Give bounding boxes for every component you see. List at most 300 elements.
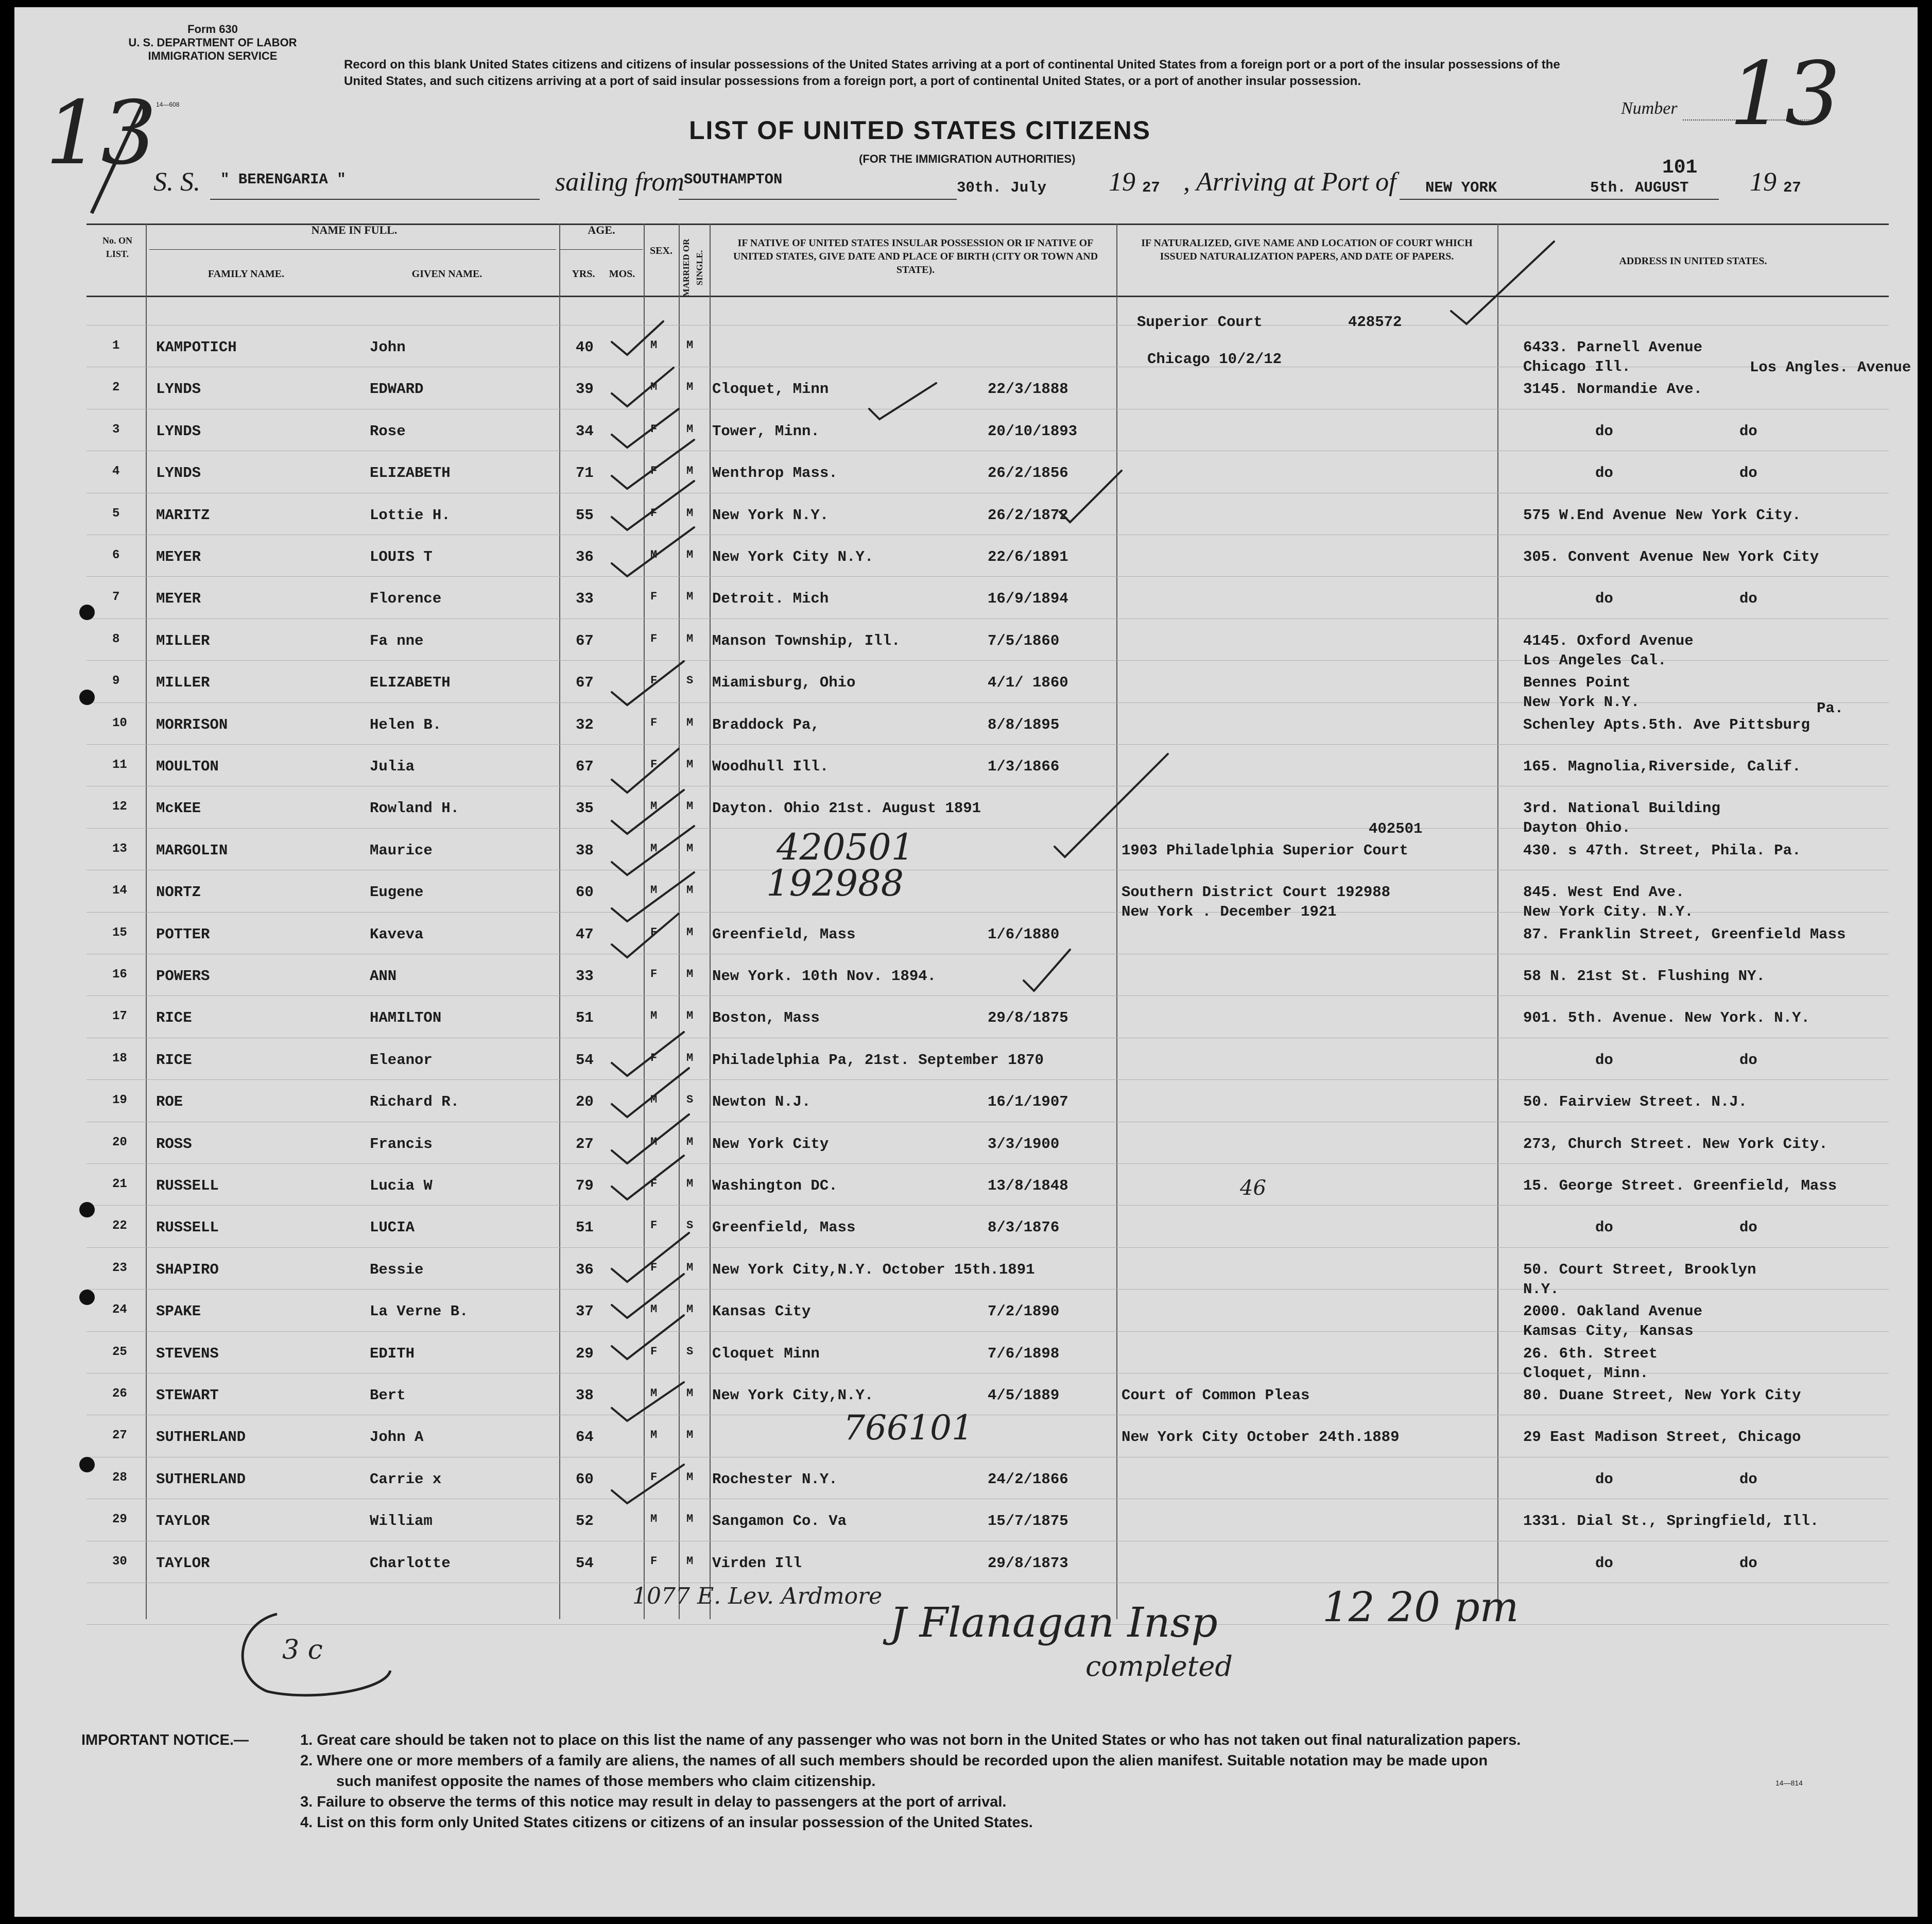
- age-cell: 34: [576, 423, 594, 440]
- age-cell: 32: [576, 716, 594, 733]
- family-name-cell: SUTHERLAND: [156, 1471, 246, 1488]
- age-cell: 35: [576, 800, 594, 817]
- given-name-cell: La Verne B.: [370, 1303, 469, 1320]
- given-name-cell: EDWARD: [370, 381, 424, 398]
- birth-date-cell: 13/8/1848: [988, 1177, 1068, 1194]
- notice-item-3: 3. Failure to observe the terms of this notice may result in delay to passengers at the port of arrival.: [300, 1794, 1007, 1810]
- punch-hole: [79, 605, 95, 620]
- address-line-1-cell: 575 W.End Avenue New York City.: [1523, 507, 1801, 524]
- birth-place-cell: Cloquet, Minn: [712, 381, 829, 398]
- birth-date-cell: 7/2/1890: [988, 1303, 1060, 1320]
- birth-date-cell: 22/3/1888: [988, 381, 1068, 398]
- address-line-2-cell: Kamsas City, Kansas: [1523, 1322, 1694, 1339]
- row-number: 21: [112, 1177, 127, 1191]
- age-cell: 33: [576, 968, 594, 985]
- court-entry-row-1b: Chicago 10/2/12: [1147, 351, 1282, 368]
- age-cell: 55: [576, 507, 594, 524]
- marital-status-cell: M: [686, 968, 694, 981]
- row-number: 29: [112, 1513, 127, 1526]
- header-age: AGE.: [588, 224, 615, 236]
- court-cell: Southern District Court 192988: [1122, 884, 1391, 901]
- birth-place-cell: Philadelphia Pa, 21st. September 1870: [712, 1052, 1044, 1069]
- row-number: 18: [112, 1052, 127, 1066]
- departure-year: 27: [1142, 179, 1160, 196]
- document-subtitle: (FOR THE IMMIGRATION AUTHORITIES): [859, 152, 1076, 165]
- birth-date-cell: 1/6/1880: [988, 926, 1060, 943]
- address-line-1-cell: 1331. Dial St., Springfield, Ill.: [1523, 1513, 1819, 1530]
- marital-status-cell: M: [686, 1303, 694, 1316]
- sex-cell: M: [650, 1303, 658, 1316]
- address-line-1-cell: 273, Church Street. New York City.: [1523, 1136, 1828, 1153]
- sex-cell: F: [650, 1345, 658, 1358]
- age-cell: 51: [576, 1219, 594, 1236]
- birth-place-cell: Washington DC.: [712, 1177, 838, 1194]
- family-name-cell: MORRISON: [156, 716, 228, 733]
- marital-status-cell: M: [686, 423, 694, 436]
- birth-place-cell: Dayton. Ohio 21st. August 1891: [712, 800, 981, 817]
- marital-status-cell: S: [686, 1345, 694, 1358]
- age-cell: 60: [576, 1471, 594, 1488]
- row-number: 17: [112, 1009, 127, 1023]
- row-number: 30: [112, 1555, 127, 1569]
- marital-status-cell: M: [686, 758, 694, 771]
- family-name-cell: MEYER: [156, 590, 201, 607]
- row-number: 23: [112, 1261, 127, 1275]
- address-line-1-cell: 3rd. National Building: [1523, 800, 1720, 817]
- birth-date-cell: 16/9/1894: [988, 590, 1068, 607]
- age-cell: 51: [576, 1009, 594, 1026]
- row-number: 7: [112, 590, 120, 604]
- family-name-cell: SHAPIRO: [156, 1261, 219, 1278]
- address-line-1-cell: 29 East Madison Street, Chicago: [1523, 1429, 1801, 1446]
- address-line-2-cell: New York City. N.Y.: [1523, 903, 1694, 920]
- sex-cell: F: [650, 507, 658, 520]
- handwritten-count: 3 c: [282, 1635, 323, 1665]
- handwritten-number-192988: 192988: [766, 862, 904, 904]
- family-name-cell: POTTER: [156, 926, 210, 943]
- birth-date-cell: 24/2/1866: [988, 1471, 1068, 1488]
- birth-date-cell: 20/10/1893: [988, 423, 1078, 440]
- row-number: 1: [112, 339, 120, 353]
- row-number: 11: [112, 758, 127, 772]
- address-line-1-cell: do: [1595, 1555, 1613, 1572]
- handwritten-address-note: 1077 E. Lev. Ardmore: [632, 1583, 883, 1609]
- court-number-row-13: 402501: [1369, 820, 1423, 837]
- header-given-name: GIVEN NAME.: [411, 268, 482, 280]
- birth-place-cell: Greenfield, Mass: [712, 1219, 856, 1236]
- address-line-2-cell: do: [1739, 1052, 1757, 1069]
- header-years: YRS.: [572, 268, 595, 280]
- family-name-cell: LYNDS: [156, 381, 201, 398]
- marital-status-cell: M: [686, 1555, 694, 1568]
- sex-cell: M: [650, 1513, 658, 1525]
- birth-place-cell: Woodhull Ill.: [712, 758, 829, 775]
- family-name-cell: POWERS: [156, 968, 210, 985]
- age-cell: 54: [576, 1052, 594, 1069]
- age-cell: 54: [576, 1555, 594, 1572]
- family-name-cell: TAYLOR: [156, 1513, 210, 1530]
- birth-date-cell: 26/2/1872: [988, 507, 1068, 524]
- family-name-cell: STEVENS: [156, 1345, 219, 1362]
- family-name-cell: MEYER: [156, 548, 201, 565]
- list-sequence: 101: [1662, 157, 1698, 179]
- marital-status-cell: M: [686, 465, 694, 477]
- address-line-1-cell: 305. Convent Avenue New York City: [1523, 548, 1819, 565]
- tick-marks-overlay: [14, 7, 1918, 1707]
- given-name-cell: Bert: [370, 1387, 406, 1404]
- given-name-cell: Bessie: [370, 1261, 424, 1278]
- marital-status-cell: M: [686, 884, 694, 897]
- family-name-cell: MOULTON: [156, 758, 219, 775]
- row-number: 14: [112, 884, 127, 898]
- punch-hole: [79, 690, 95, 705]
- family-name-cell: SPAKE: [156, 1303, 201, 1320]
- print-code: 14—814: [1775, 1779, 1803, 1787]
- address-line-1-cell: 80. Duane Street, New York City: [1523, 1387, 1801, 1404]
- sex-cell: M: [650, 548, 658, 561]
- birth-date-cell: 3/3/1900: [988, 1136, 1060, 1153]
- marital-status-cell: M: [686, 1052, 694, 1064]
- service: IMMIGRATION SERVICE: [148, 49, 278, 62]
- age-cell: 36: [576, 548, 594, 565]
- print-code-top: 14—608: [156, 101, 180, 108]
- address-line-2-cell: do: [1739, 1555, 1757, 1572]
- sex-cell: M: [650, 1009, 658, 1022]
- given-name-cell: Julia: [370, 758, 415, 775]
- given-name-cell: Rose: [370, 423, 406, 440]
- birth-date-cell: 4/1/ 1860: [988, 674, 1068, 691]
- address-line-1-cell: 87. Franklin Street, Greenfield Mass: [1523, 926, 1846, 943]
- form-number: Form 630: [187, 23, 238, 36]
- address-line-2-cell: Chicago Ill.: [1523, 358, 1631, 375]
- address-line-1-cell: 2000. Oakland Avenue: [1523, 1303, 1703, 1320]
- sex-cell: M: [650, 381, 658, 393]
- sex-cell: F: [650, 1052, 658, 1064]
- court-cell: 1903 Philadelphia Superior Court: [1122, 842, 1408, 859]
- sex-cell: M: [650, 884, 658, 897]
- family-name-cell: MARITZ: [156, 507, 210, 524]
- birth-place-cell: Kansas City: [712, 1303, 811, 1320]
- birth-place-cell: New York N.Y.: [712, 507, 829, 524]
- address-line-2-cell: N.Y.: [1523, 1281, 1559, 1298]
- document-title: LIST OF UNITED STATES CITIZENS: [689, 116, 1151, 145]
- arrival-year: 27: [1783, 179, 1801, 196]
- birth-place-cell: Boston, Mass: [712, 1009, 820, 1026]
- given-name-cell: ELIZABETH: [370, 465, 451, 482]
- address-line-2-cell: Cloquet, Minn.: [1523, 1365, 1649, 1382]
- address-line-1-cell: do: [1595, 465, 1613, 482]
- address-line-1-cell: do: [1595, 1219, 1613, 1236]
- handwritten-number-766101: 766101: [843, 1408, 973, 1448]
- row-number: 6: [112, 548, 120, 562]
- court-cell: Court of Common Pleas: [1122, 1387, 1310, 1404]
- arrival-port: NEW YORK: [1425, 179, 1497, 196]
- sex-cell: M: [650, 1136, 658, 1148]
- birth-place-cell: New York City,N.Y.: [712, 1387, 874, 1404]
- family-name-cell: RICE: [156, 1052, 192, 1069]
- marital-status-cell: M: [686, 800, 694, 813]
- birth-date-cell: 16/1/1907: [988, 1093, 1068, 1110]
- row-number: 2: [112, 381, 120, 394]
- address-line-2-cell: Los Angles. Avenue: [1750, 359, 1911, 376]
- family-name-cell: RICE: [156, 1009, 192, 1026]
- age-cell: 29: [576, 1345, 594, 1362]
- birth-place-cell: Newton N.J.: [712, 1093, 811, 1110]
- header-months: MOS.: [609, 268, 635, 280]
- age-cell: 64: [576, 1429, 594, 1446]
- departure-date: 30th. July: [957, 179, 1047, 196]
- punch-hole: [79, 1202, 95, 1217]
- header-married-single: MARRIED OR SINGLE.: [681, 238, 704, 297]
- birth-place-cell: Greenfield, Mass: [712, 926, 856, 943]
- marital-status-cell: M: [686, 1429, 694, 1441]
- marital-status-cell: M: [686, 1009, 694, 1022]
- department: U. S. DEPARTMENT OF LABOR: [128, 36, 297, 49]
- address-line-1-cell: 4145. Oxford Avenue: [1523, 632, 1694, 649]
- address-line-1-cell: 6433. Parnell Avenue: [1523, 339, 1703, 356]
- row-number: 16: [112, 968, 127, 982]
- row-number: 3: [112, 423, 120, 437]
- address-line-1-cell: 430. s 47th. Street, Phila. Pa.: [1523, 842, 1801, 859]
- header-no-on-list: No. ON LIST.: [102, 235, 132, 259]
- family-name-cell: SUTHERLAND: [156, 1429, 246, 1446]
- address-line-1-cell: do: [1595, 1052, 1613, 1069]
- age-cell: 40: [576, 339, 594, 356]
- birth-place-cell: Sangamon Co. Va: [712, 1513, 847, 1530]
- sex-cell: F: [650, 674, 658, 687]
- birth-date-cell: 8/3/1876: [988, 1219, 1060, 1236]
- age-cell: 67: [576, 674, 594, 691]
- address-line-1-cell: 50. Fairview Street. N.J.: [1523, 1093, 1748, 1110]
- marital-status-cell: M: [686, 842, 694, 855]
- handwritten-time: 12 20 pm: [1322, 1583, 1519, 1631]
- arrival-year-prefix: 19: [1750, 167, 1776, 197]
- departure-year-prefix: 19: [1109, 167, 1135, 197]
- given-name-cell: Kaveva: [370, 926, 424, 943]
- marital-status-cell: M: [686, 590, 694, 603]
- row-number: 24: [112, 1303, 127, 1317]
- sex-cell: M: [650, 800, 658, 813]
- given-name-cell: Lucia W: [370, 1177, 433, 1194]
- birth-date-cell: 7/6/1898: [988, 1345, 1060, 1362]
- sex-cell: F: [650, 716, 658, 729]
- number-label: Number: [1621, 99, 1678, 118]
- notice-item-4: 4. List on this form only United States citizens or citizens of an insular possession of the United States.: [300, 1814, 1033, 1831]
- sex-cell: M: [650, 1387, 658, 1400]
- given-name-cell: John A: [370, 1429, 424, 1446]
- address-line-1-cell: 58 N. 21st St. Flushing NY.: [1523, 968, 1765, 985]
- given-name-cell: Eleanor: [370, 1052, 433, 1069]
- family-name-cell: LYNDS: [156, 465, 201, 482]
- family-name-cell: ROSS: [156, 1136, 192, 1153]
- handwritten-page-number-left: 13: [45, 82, 157, 184]
- address-line-1-cell: 165. Magnolia,Riverside, Calif.: [1523, 758, 1801, 775]
- row-number: 19: [112, 1093, 127, 1107]
- row-number: 13: [112, 842, 127, 856]
- handwritten-completed: completed: [1085, 1650, 1233, 1682]
- header-naturalization: IF NATURALIZED, GIVE NAME AND LOCATION OF COURT WHICH ISSUED NATURALIZATION PAPERS, AND DATE OF PAPERS.: [1141, 237, 1473, 262]
- address-line-2-cell: Los Angeles Cal.: [1523, 652, 1667, 669]
- marital-status-cell: M: [686, 548, 694, 561]
- birth-date-cell: 15/7/1875: [988, 1513, 1068, 1530]
- age-cell: 71: [576, 465, 594, 482]
- address-line-1-cell: 901. 5th. Avenue. New York. N.Y.: [1523, 1009, 1810, 1026]
- given-name-cell: John: [370, 339, 406, 356]
- birth-date-cell: 29/8/1873: [988, 1555, 1068, 1572]
- marital-status-cell: M: [686, 1513, 694, 1525]
- handwritten-signature: J Flanagan Insp: [890, 1599, 1218, 1646]
- address-line-2-cell: do: [1739, 423, 1757, 440]
- row-number: 15: [112, 926, 127, 940]
- notice-item-2-cont: such manifest opposite the names of those members who claim citizenship.: [336, 1773, 876, 1790]
- age-cell: 60: [576, 884, 594, 901]
- marital-status-cell: M: [686, 339, 694, 352]
- family-name-cell: NORTZ: [156, 884, 201, 901]
- address-line-1-cell: do: [1595, 423, 1613, 440]
- given-name-cell: Charlotte: [370, 1555, 451, 1572]
- notice-label: IMPORTANT NOTICE.—: [81, 1732, 249, 1748]
- departure-port: SOUTHAMPTON: [684, 171, 783, 188]
- birth-date-cell: 29/8/1875: [988, 1009, 1068, 1026]
- row-number: 20: [112, 1136, 127, 1149]
- header-sex: SEX.: [650, 245, 672, 256]
- sex-cell: F: [650, 926, 658, 939]
- given-name-cell: Florence: [370, 590, 442, 607]
- family-name-cell: MILLER: [156, 632, 210, 649]
- birth-place-cell: Cloquet Minn: [712, 1345, 820, 1362]
- row-number: 4: [112, 465, 120, 478]
- row-number: 10: [112, 716, 127, 730]
- manifest-page: [14, 7, 1918, 1917]
- given-name-cell: LUCIA: [370, 1219, 415, 1236]
- birth-place-cell: New York City: [712, 1136, 829, 1153]
- sex-cell: F: [650, 1471, 658, 1484]
- sex-cell: F: [650, 465, 658, 477]
- birth-place-cell: Manson Township, Ill.: [712, 632, 901, 649]
- marital-status-cell: S: [686, 1219, 694, 1232]
- row-number: 12: [112, 800, 127, 814]
- header-family-name: FAMILY NAME.: [208, 268, 285, 280]
- birth-place-cell: Tower, Minn.: [712, 423, 820, 440]
- given-name-cell: Carrie x: [370, 1471, 442, 1488]
- notice-item-1: 1. Great care should be taken not to place on this list the name of any passenger who was not born in the United States or who has not taken out final naturalization papers.: [300, 1732, 1521, 1748]
- marital-status-cell: M: [686, 632, 694, 645]
- row-number: 28: [112, 1471, 127, 1485]
- age-cell: 39: [576, 381, 594, 398]
- marital-status-cell: S: [686, 1093, 694, 1106]
- age-cell: 38: [576, 1387, 594, 1404]
- family-name-cell: ROE: [156, 1093, 183, 1110]
- header-address: ADDRESS IN UNITED STATES.: [1619, 255, 1767, 267]
- birth-date-cell: 22/6/1891: [988, 548, 1068, 565]
- family-name-cell: KAMPOTICH: [156, 339, 237, 356]
- age-cell: 79: [576, 1177, 594, 1194]
- age-cell: 47: [576, 926, 594, 943]
- sex-cell: M: [650, 1093, 658, 1106]
- family-name-cell: TAYLOR: [156, 1555, 210, 1572]
- marital-status-cell: M: [686, 716, 694, 729]
- court-cell: New York City October 24th.1889: [1122, 1429, 1400, 1446]
- record-instructions: Record on this blank United States citizens and citizens of insular possessions of the United States arriving at a port of continental United States from a foreign port or a port of the insular possessions of the United States, and such citizens arriving at a port of said insular possessions from a foreign port, a port of continental United States, or a port of another insular possession.: [344, 58, 1560, 88]
- address-line-2-cell: Pa.: [1817, 700, 1844, 717]
- row-number: 22: [112, 1219, 127, 1233]
- age-cell: 33: [576, 590, 594, 607]
- marital-status-cell: S: [686, 674, 694, 687]
- marital-status-cell: M: [686, 1471, 694, 1484]
- family-name-cell: LYNDS: [156, 423, 201, 440]
- address-line-1-cell: 26. 6th. Street: [1523, 1345, 1658, 1362]
- sex-cell: M: [650, 339, 658, 352]
- sex-cell: F: [650, 758, 658, 771]
- given-name-cell: LOUIS T: [370, 548, 433, 565]
- family-name-cell: RUSSELL: [156, 1219, 219, 1236]
- address-line-2-cell: do: [1739, 1471, 1757, 1488]
- sex-cell: F: [650, 423, 658, 436]
- ss-label: S. S.: [153, 167, 200, 197]
- sex-cell: M: [650, 842, 658, 855]
- court-line-row-14: New York . December 1921: [1122, 903, 1337, 920]
- birth-place-cell: Virden Ill: [712, 1555, 802, 1572]
- row-number: 27: [112, 1429, 127, 1442]
- header-name-in-full: NAME IN FULL.: [311, 224, 398, 236]
- sex-cell: F: [650, 632, 658, 645]
- sex-cell: F: [650, 1219, 658, 1232]
- address-line-2-cell: do: [1739, 465, 1757, 482]
- address-line-1-cell: Schenley Apts.5th. Ave Pittsburg: [1523, 716, 1810, 733]
- given-name-cell: William: [370, 1513, 433, 1530]
- age-cell: 20: [576, 1093, 594, 1110]
- given-name-cell: Fa nne: [370, 632, 424, 649]
- given-name-cell: Lottie H.: [370, 507, 451, 524]
- marital-status-cell: M: [686, 507, 694, 520]
- age-cell: 37: [576, 1303, 594, 1320]
- birth-place-cell: Miamisburg, Ohio: [712, 674, 856, 691]
- address-line-1-cell: do: [1595, 590, 1613, 607]
- birth-place-cell: New York City,N.Y. October 15th.1891: [712, 1261, 1035, 1278]
- age-cell: 67: [576, 632, 594, 649]
- age-cell: 67: [576, 758, 594, 775]
- birth-date-cell: 26/2/1856: [988, 465, 1068, 482]
- row-number: 5: [112, 507, 120, 521]
- birth-place-cell: Detroit. Mich: [712, 590, 829, 607]
- given-name-cell: Helen B.: [370, 716, 442, 733]
- birth-date-cell: 1/3/1866: [988, 758, 1060, 775]
- address-line-1-cell: 50. Court Street, Brooklyn: [1523, 1261, 1756, 1278]
- address-line-1-cell: do: [1595, 1471, 1613, 1488]
- marital-status-cell: M: [686, 1261, 694, 1274]
- marital-status-cell: M: [686, 1387, 694, 1400]
- sex-cell: F: [650, 1261, 658, 1274]
- age-cell: 27: [576, 1136, 594, 1153]
- row-number: 25: [112, 1345, 127, 1359]
- birth-place-cell: Wenthrop Mass.: [712, 465, 838, 482]
- notice-items: [300, 1730, 1845, 1833]
- sex-cell: F: [650, 590, 658, 603]
- given-name-cell: EDITH: [370, 1345, 415, 1362]
- row-number: 9: [112, 674, 120, 688]
- row-number: 26: [112, 1387, 127, 1401]
- punch-hole: [79, 1290, 95, 1305]
- birth-place-cell: New York. 10th Nov. 1894.: [712, 968, 937, 985]
- age-cell: 38: [576, 842, 594, 859]
- birth-date-cell: 7/5/1860: [988, 632, 1060, 649]
- family-name-cell: STEWART: [156, 1387, 219, 1404]
- age-cell: 36: [576, 1261, 594, 1278]
- sex-cell: F: [650, 968, 658, 981]
- handwritten-number-420501: 420501: [777, 826, 915, 868]
- given-name-cell: ELIZABETH: [370, 674, 451, 691]
- marital-status-cell: M: [686, 1136, 694, 1148]
